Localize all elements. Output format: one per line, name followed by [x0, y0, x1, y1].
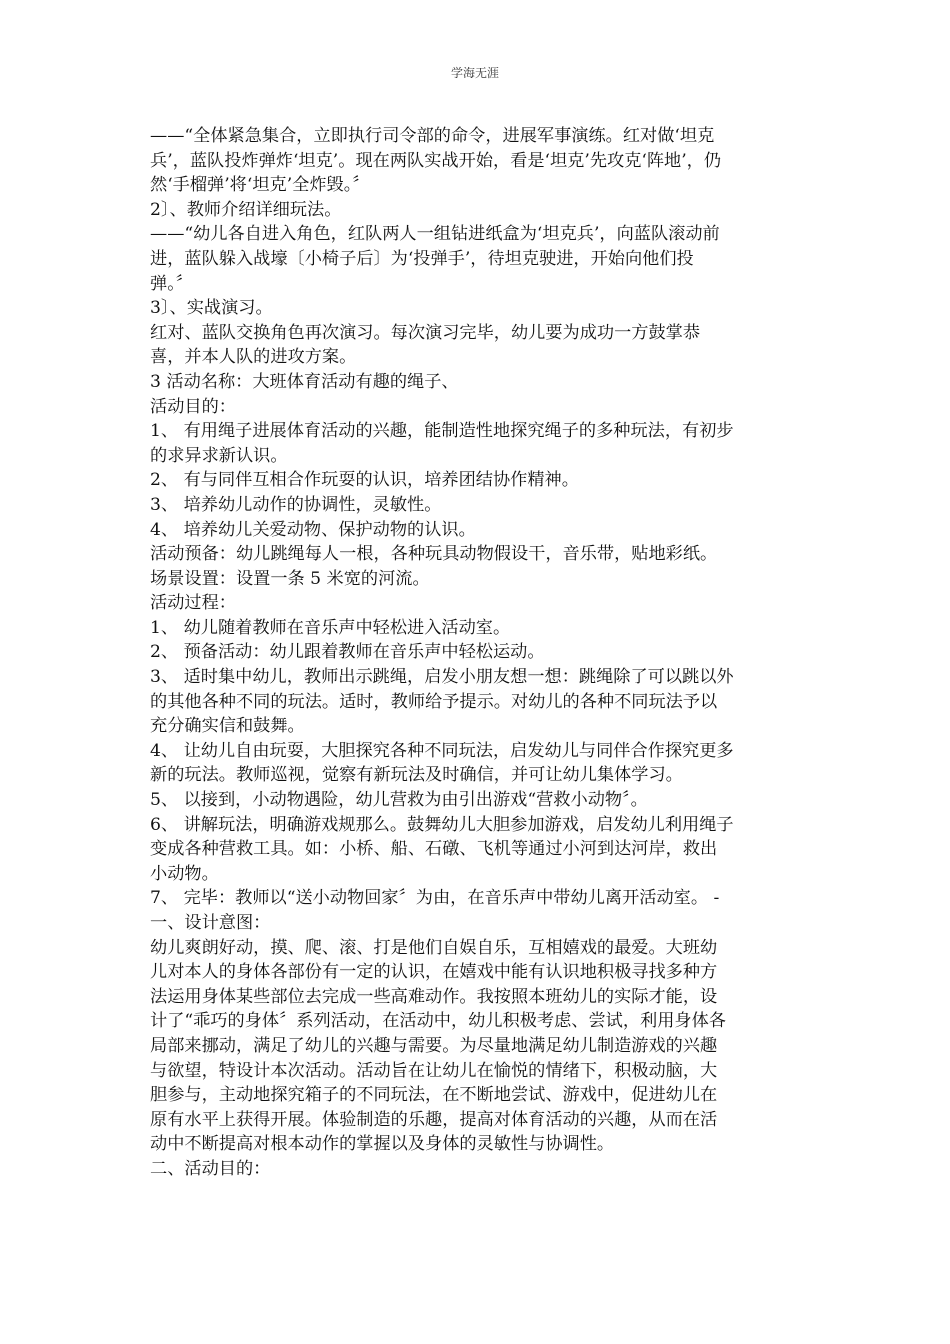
text-line: 的其他各种不同的玩法。适时，教师给予提示。对幼儿的各种不同玩法予以 — [150, 691, 718, 712]
text-line: 一、设计意图： — [150, 913, 271, 933]
text-line: 充分确实信和鼓舞。 — [150, 716, 305, 737]
text-line: 4、 培养幼儿关爱动物、保护动物的认识。 — [150, 519, 476, 540]
text-line: 3、 适时集中幼儿，教师出示跳绳，启发小朋友想一想：跳绳除了可以跳以外 — [150, 667, 734, 688]
text-line: 二、活动目的： — [150, 1158, 271, 1179]
text-line: 动中不断提高对根本动作的掌握以及身体的灵敏性与协调性。 — [150, 1134, 615, 1155]
text-line: 3 活动名称：大班体育活动有趣的绳子、 — [150, 371, 459, 392]
text-line: 胆参与，主动地探究箱子的不同玩法，在不断地尝试、游戏中，促进幼儿在 — [150, 1085, 718, 1106]
text-line: 喜，并本人队的进攻方案。 — [150, 347, 357, 368]
text-line: 活动过程： — [150, 593, 236, 614]
text-line: 3、 培养幼儿动作的协调性，灵敏性。 — [150, 494, 442, 515]
text-line: ——“全体紧急集合，立即执行司令部的命令，进展军事演练。红对做‘坦克 — [150, 126, 715, 146]
document-body — [150, 124, 810, 1182]
text-line: 1、 有用绳子进展体育活动的兴趣，能制造性地探究绳子的多种玩法，有初步 — [150, 421, 734, 442]
text-line: 与欲望，特设计本次活动。活动旨在让幼儿在愉悦的情绪下，积极动脑，大 — [150, 1060, 718, 1081]
text-line: 活动预备：幼儿跳绳每人一根，各种玩具动物假设干，音乐带，贴地彩纸。 — [150, 544, 718, 565]
text-line: 2、 预备活动：幼儿跟着教师在音乐声中轻松运动。 — [150, 642, 545, 663]
text-line: 小动物。 — [150, 863, 219, 884]
text-line: 弹。〞 — [150, 273, 193, 294]
text-line: 进，蓝队躲入战壕〔小椅子后〕为‘投弹手’，待坦克驶进，开始向他们投 — [150, 248, 694, 269]
text-line: 活动目的： — [150, 396, 236, 417]
text-line: 新的玩法。教师巡视，觉察有新玩法及时确信，并可让幼儿集体学习。 — [150, 765, 683, 786]
text-line: 幼儿爽朗好动，摸、爬、滚、打是他们自娱自乐，互相嬉戏的最爱。大班幼 — [150, 937, 718, 958]
text-line: 场景设置：设置一条 5 米宽的河流。 — [150, 568, 430, 589]
text-line: 3〕、实战演习。 — [150, 298, 273, 319]
text-line: 兵’，蓝队投炸弹炸‘坦克’。现在两队实战开始，看是‘坦克’先攻克‘阵地’，仍 — [150, 150, 722, 171]
text-line: ——“幼儿各自进入角色，红队两人一组钻进纸盒为‘坦克兵’，向蓝队滚动前 — [150, 224, 720, 245]
text-line: 的求异求新认识。 — [150, 445, 288, 466]
text-line: 儿对本人的身体各部份有一定的认识，在嬉戏中能有认识地积极寻找多种方 — [150, 962, 718, 983]
text-line: 2〕、教师介绍详细玩法。 — [150, 199, 342, 220]
page-header: 学海无涯 — [450, 66, 499, 80]
text-line: 局部来挪动，满足了幼儿的兴趣与需要。为尽量地满足幼儿制造游戏的兴趣 — [150, 1035, 718, 1056]
text-line: 6、 讲解玩法，明确游戏规那么。鼓舞幼儿大胆参加游戏，启发幼儿利用绳子 — [150, 814, 734, 835]
text-line: 然‘手榴弹’将‘坦克’全炸毁。〞 — [150, 175, 370, 196]
text-line: 4、 让幼儿自由玩耍，大胆探究各种不同玩法，启发幼儿与同伴合作探究更多 — [150, 740, 734, 761]
text-line: 7、 完毕：教师以“送小动物回家〞为由，在音乐声中带幼儿离开活动室。 - — [150, 888, 720, 909]
text-line: 1、 幼儿随着教师在音乐声中轻松进入活动室。 — [150, 617, 511, 638]
text-line: 法运用身体某些部位去完成一些高难动作。我按照本班幼儿的实际才能，设 — [150, 986, 718, 1007]
text-line: 原有水平上获得开展。体验制造的乐趣，提高对体育活动的兴趣，从而在活 — [150, 1109, 718, 1130]
text-line: 红对、蓝队交换角色再次演习。每次演习完毕，幼儿要为成功一方鼓掌恭 — [150, 322, 701, 343]
text-line: 5、 以接到，小动物遇险，幼儿营救为由引出游戏“营救小动物〞。 — [150, 790, 648, 811]
text-line: 2、 有与同伴互相合作玩耍的认识，培养团结协作精神。 — [150, 470, 579, 491]
text-line: 变成各种营救工具。如：小桥、船、石礅、飞机等通过小河到达河岸，救出 — [150, 839, 718, 860]
text-line: 计了“乖巧的身体〞系列活动，在活动中，幼儿积极考虑、尝试，利用身体各 — [150, 1011, 726, 1032]
